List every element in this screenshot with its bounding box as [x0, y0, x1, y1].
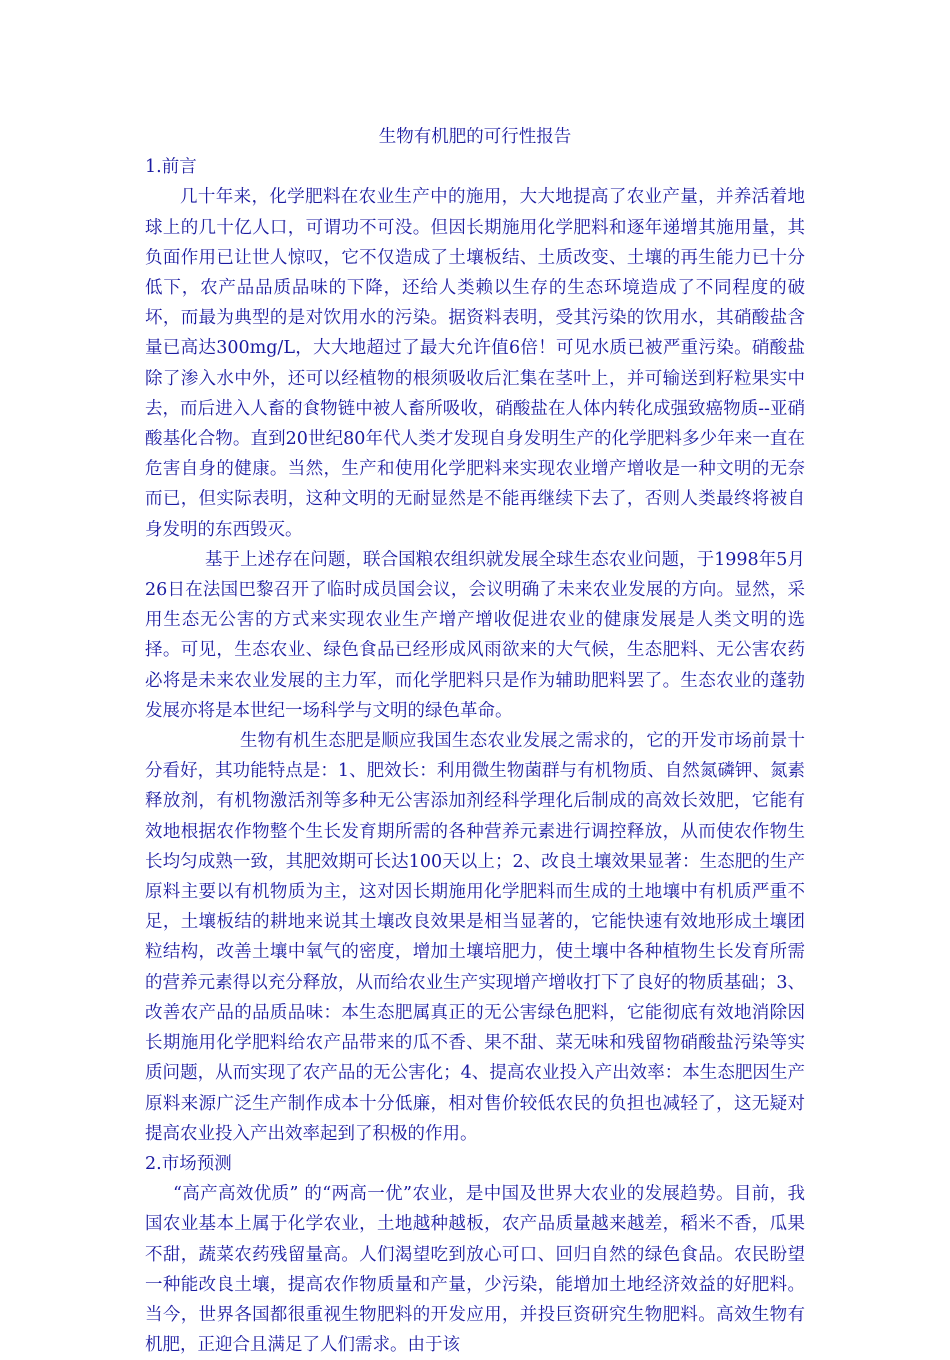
paragraph-preface-1: 几十年来，化学肥料在农业生产中的施用，大大地提高了农业产量，并养活着地球上的几十亿人口，可谓功不可没。但因长期施用化学肥料和逐年递增其施用量，其负面作用已让世人惊叹，它不仅造成了土壤板结、土质改变、土壤的再生能力已十分低下，农产品品质品味的下降，还给人类赖以生存的生态环境造成了不同程度的破坏，而最为典型的是对饮用水的污染。据资料表明，受其污染的饮用水，其硝酸盐含量已高达300mg/L，大大地超过了最大允许值6倍！可见水质已被严重污染。硝酸盐除了渗入水中外，还可以经植物的根须吸收后汇集在茎叶上，并可输送到籽粒果实中去，而后进入人畜的食物链中被人畜所吸收，硝酸盐在人体内转化成强致癌物质--亚硝酸基化合物。直到20世纪80年代人类才发现自身发明生产的化学肥料多少年来一直在危害自身的健康。当然，生产和使用化学肥料来实现农业增产增收是一种文明的无奈而已，但实际表明，这种文明的无耐显然是不能再继续下去了，否则人类最终将被自身发明的东西毁灭。: [145, 187, 805, 540]
section-heading-preface: 1.前言: [145, 157, 197, 178]
section-heading-market-forecast: 2.市场预测: [145, 1153, 232, 1174]
paragraph-market-1: “高产高效优质” 的“两高一优”农业，是中国及世界大农业的发展趋势。目前，我国农业基本上属于化学农业，土地越种越板，农产品质量越来越差，稻米不香，瓜果不甜，蔬菜农药残留量高。人们渴望吃到放心可口、回归自然的绿色食品。农民盼望一种能改良土壤，提高农作物质量和产量，少污染，能增加土地经济效益的好肥料。当今，世界各国都很重视生物肥料的开发应用，并投巨资研究生物肥料。高效生物有机肥，正迎合且满足了人们需求。由于该: [145, 1184, 805, 1356]
paragraph-preface-3: 生物有机生态肥是顺应我国生态农业发展之需求的，它的开发市场前景十分看好，其功能特点是：1、肥效长：利用微生物菌群与有机物质、自然氮磷钾、氮素释放剂，有机物激活剂等多种无公害添加剂经科学理化后制成的高效长效肥，它能有效地根据农作物整个生长发育期所需的各种营养元素进行调控释放，从而使农作物生长均匀成熟一致，其肥效期可长达100天以上；2、改良土壤效果显著：生态肥的生产原料主要以有机物质为主，这对因长期施用化学肥料而生成的土地壤中有机质严重不足，土壤板结的耕地来说其土壤改良效果是相当显著的，它能快速有效地形成土壤团粒结构，改善土壤中氧气的密度，增加土壤培肥力，使土壤中各种植物生长发育所需的营养元素得以充分释放，从而给农业生产实现增产增收打下了良好的物质基础；3、改善农产品的品质品味：本生态肥属真正的无公害绿色肥料，它能彻底有效地消除因长期施用化学肥料给农产品带来的瓜不香、果不甜、菜无味和残留物硝酸盐污染等实质问题，从而实现了农产品的无公害化；4、提高农业投入产出效率：本生态肥因生产原料来源广泛生产制作成本十分低廉，相对售价较低农民的负担也减轻了，这无疑对提高农业投入产出效率起到了积极的作用。: [145, 731, 805, 1144]
paragraph-preface-2: 基于上述存在问题，联合国粮农组织就发展全球生态农业问题，于1998年5月26日在法国巴黎召开了临时成员国会议，会议明确了未来农业发展的方向。显然，采用生态无公害的方式来实现农业生产增产增收促进农业的健康发展是人类文明的选择。可见，生态农业、绿色食品已经形成风雨欲来的大气候，生态肥料、无公害农药必将是未来农业发展的主力军，而化学肥料只是作为辅助肥料罢了。生态农业的蓬勃发展亦将是本世纪一场科学与文明的绿色革命。: [145, 549, 805, 721]
document-page: [145, 122, 805, 1360]
document-title: 生物有机肥的可行性报告: [378, 127, 572, 147]
